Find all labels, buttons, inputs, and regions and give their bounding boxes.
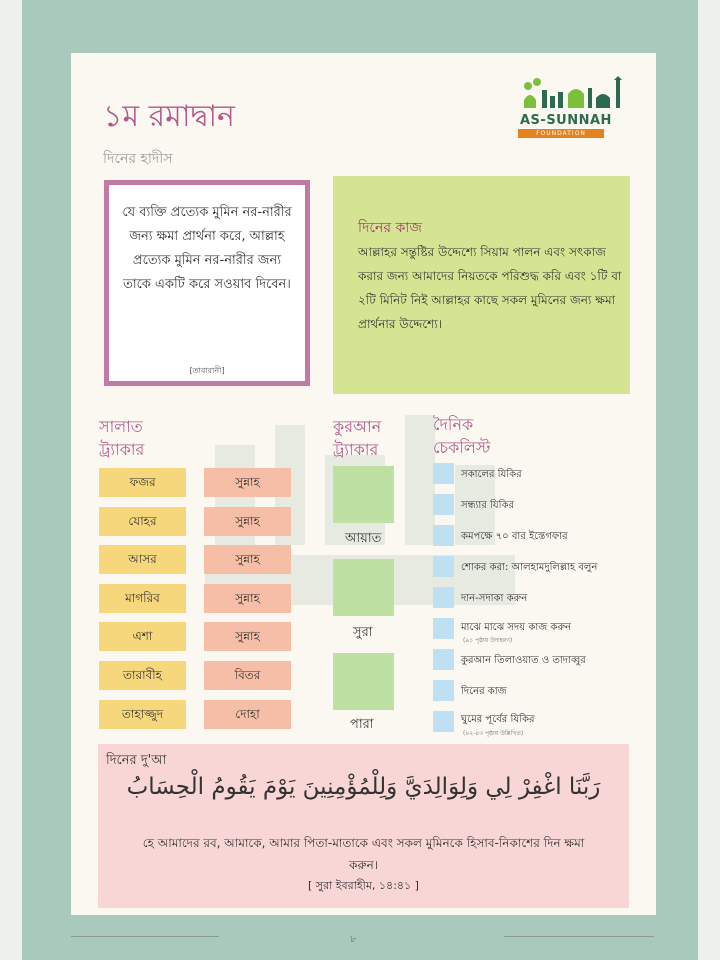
logo-wordmark: AS-SUNNAH: [520, 113, 612, 128]
checklist-item-7: কুরআন তিলাওয়াত ও তাদাব্বুর: [461, 655, 586, 666]
prayer-box-fajr[interactable]: ফজর: [99, 468, 186, 497]
prayer-box-isha[interactable]: এশা: [99, 622, 186, 651]
duha-box[interactable]: দোহা: [204, 700, 291, 729]
checklist-item-3: কমপক্ষে ৭০ বার ইস্তেগফার: [461, 531, 568, 542]
checklist-item-1: সকালের যিকির: [461, 469, 522, 480]
hadith-text: যে ব্যক্তি প্রত্যেক মুমিন নর-নারীর জন্য ক্ষমা প্রার্থনা করে, আল্লাহ প্রত্যেক মুমিন নর-নারীর জন্য তাকে একটি করে সওয়াব দিবেন।: [122, 205, 292, 292]
logo-subtitle: FOUNDATION: [518, 129, 604, 138]
checklist-item-9-note: (৪২-৪৩ পৃষ্ঠায় উল্লিখিত): [463, 730, 524, 737]
checklist-item-5: দান-সদাকা করুন: [461, 593, 528, 604]
prayer-box-tahajjud[interactable]: তাহাজ্জুদ: [99, 700, 186, 729]
prayer-box-maghrib[interactable]: মাগরিব: [99, 584, 186, 613]
checklist-checkbox-5[interactable]: [433, 587, 454, 608]
daily-work-text: আল্লাহর সন্তুষ্টির উদ্দেশ্যে সিয়াম পালন এবং সৎকাজ করার জন্য আমাদের নিয়তকে পরিশুদ্ধ করি এবং ১টি বা ২টি মিনিট নিই আল্লাহর কাছে সকল মুমিনের জন্য ক্ষমা প্রার্থনার উদ্দেশ্যে।: [358, 245, 622, 331]
dua-card: [98, 744, 629, 908]
prayer-box-dhuhr[interactable]: যোহর: [99, 507, 186, 536]
hadith-source: [তাবারানী]: [189, 366, 225, 375]
quran-heading-line2: ট্র্যাকার: [333, 440, 379, 459]
checklist-checkbox-8[interactable]: [433, 680, 454, 701]
dua-reference: [ সুরা ইবরাহীম, ১৪:৪১ ]: [308, 879, 419, 892]
checklist-item-2: সন্ধ্যার যিকির: [461, 500, 514, 511]
quran-ayat-label: আয়াত: [345, 531, 382, 546]
prayer-box-asr[interactable]: আসর: [99, 545, 186, 574]
as-sunnah-logo: [518, 76, 628, 138]
checklist-item-4: শোকর করা: আলহামদুলিল্লাহ বলুন: [461, 562, 598, 573]
salat-tracker-heading: [99, 415, 144, 461]
daily-work-card: [333, 176, 630, 394]
quran-heading-line1: কুরআন: [333, 417, 382, 436]
page-title: ১ম রমাদ্বান: [103, 99, 235, 134]
checklist-checkbox-4[interactable]: [433, 556, 454, 577]
quran-surah-label: সুরা: [353, 625, 373, 640]
checklist-heading-line2: চেকলিস্ট: [433, 438, 491, 457]
footer-rule-left: [71, 936, 219, 937]
dua-arabic-text: رَبَّنَا اغْفِرْ لِي وَلِوَالِدَيَّ وَلِلْمُؤْمِنِينَ يَوْمَ يَقُومُ الْحِسَابُ: [126, 774, 601, 800]
hadith-card: [104, 180, 310, 386]
page-number: ৮: [350, 934, 357, 945]
dua-title: দিনের দু'আ: [106, 753, 167, 768]
sunnah-box-asr[interactable]: সুন্নাহ: [204, 545, 291, 574]
checklist-heading-line1: দৈনিক: [433, 415, 474, 434]
quran-surah-box[interactable]: [333, 559, 394, 616]
quran-para-label: পারা: [350, 717, 374, 732]
checklist-checkbox-9[interactable]: [433, 711, 454, 732]
checklist-checkbox-2[interactable]: [433, 494, 454, 515]
checklist-item-8: দিনের কাজ: [461, 686, 507, 697]
quran-ayat-box[interactable]: [333, 466, 394, 523]
checklist-item-6: মাঝে মাঝে সদয় কাজ করুন: [461, 622, 572, 633]
quran-para-box[interactable]: [333, 653, 394, 710]
footer-rule-right: [504, 936, 654, 937]
page-subtitle: দিনের হাদীস: [103, 151, 173, 167]
dua-translation: হে আমাদের রব, আমাকে, আমার পিতা-মাতাকে এবং সকল মুমিনকে হিসাব-নিকাশের দিন ক্ষমা করুন।: [142, 836, 585, 872]
prayer-box-taraweeh[interactable]: তারাবীহ: [99, 661, 186, 690]
checklist-checkbox-7[interactable]: [433, 649, 454, 670]
checklist-checkbox-1[interactable]: [433, 463, 454, 484]
witr-box[interactable]: বিতর: [204, 661, 291, 690]
salat-heading-line1: সালাত: [99, 417, 143, 436]
checklist-heading: [433, 413, 490, 459]
daily-work-title: দিনের কাজ: [358, 220, 422, 236]
sunnah-box-isha[interactable]: সুন্নাহ: [204, 622, 291, 651]
logo-emblem-icon: [520, 76, 626, 114]
checklist-item-6-note: (৯১ পৃষ্ঠায় উদাহরণ): [463, 637, 513, 644]
checklist-item-9: ঘুমের পূর্বের যিকির: [461, 714, 535, 725]
sunnah-box-dhuhr[interactable]: সুন্নাহ: [204, 507, 291, 536]
sunnah-box-maghrib[interactable]: সুন্নাহ: [204, 584, 291, 613]
sunnah-box-fajr[interactable]: সুন্নাহ: [204, 468, 291, 497]
quran-tracker-heading: [333, 415, 381, 461]
checklist-checkbox-3[interactable]: [433, 525, 454, 546]
checklist-checkbox-6[interactable]: [433, 618, 454, 639]
salat-heading-line2: ট্র্যাকার: [99, 440, 145, 459]
